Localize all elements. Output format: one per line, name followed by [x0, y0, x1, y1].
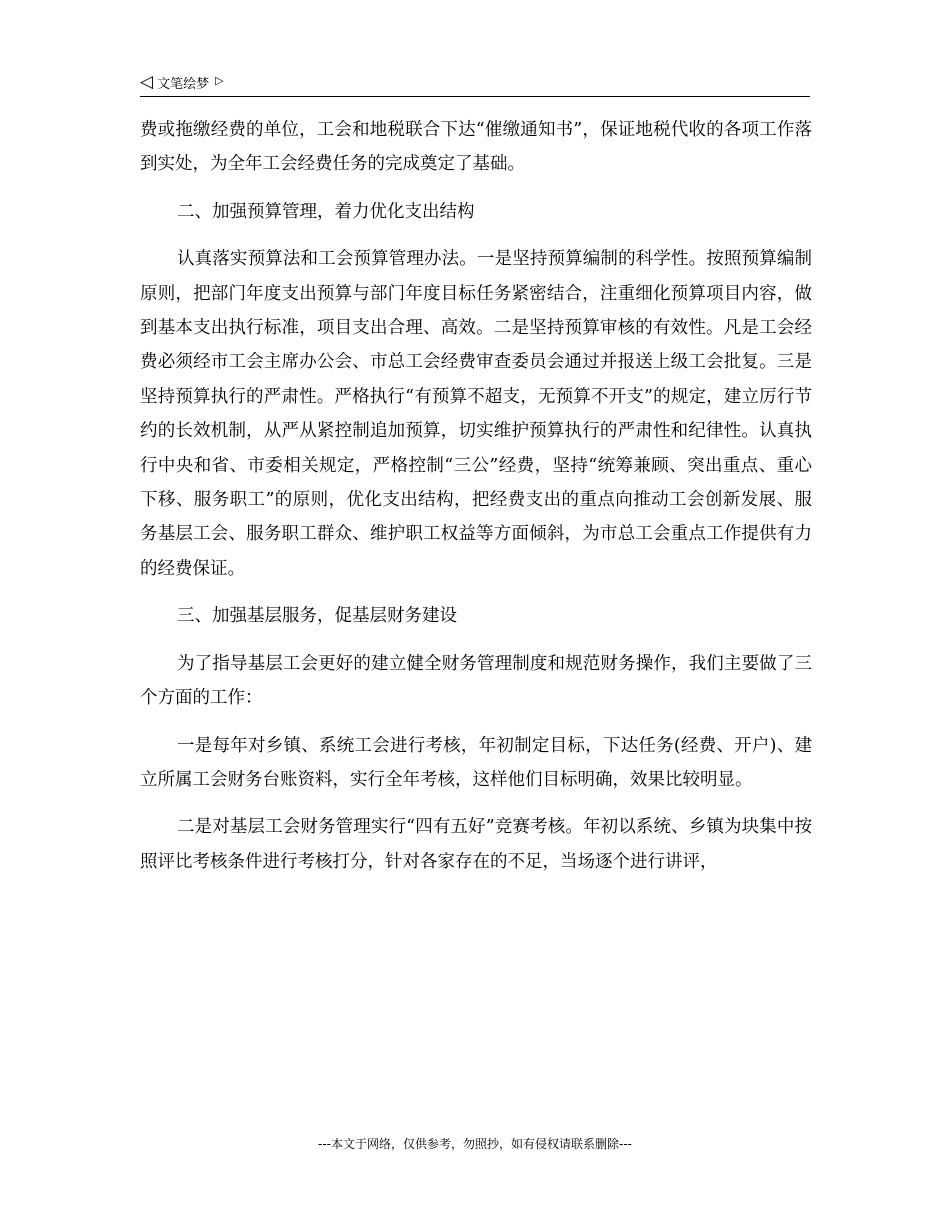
- section-heading-2: 二、加强预算管理，着力优化支出结构: [177, 201, 475, 222]
- paragraph-6: 一是每年对乡镇、系统工会进行考核，年初制定目标，下达任务(经费、开户)、建立所属工会财务台账资料，实行全年考核，这样他们目标明确，效果比较明显。: [140, 735, 812, 790]
- paragraph-3: 认真落实预算法和工会预算管理办法。一是坚持预算编制的科学性。按照预算编制原则，把部门年度支出预算与部门年度目标任务紧密结合，注重细化预算项目内容，做到基本支出执行标准，项目支出合理、高效。二是坚持预算审核的有效性。凡是工会经费必须经市工会主席办公会、市总工会经费审查委员会通过并报送上级工会批复。三是坚持预算执行的严肃性。严格执行“有预算不超支，无预算不开支”的规定，建立厉行节约的长效机制，从严从紧控制追加预算，切实维护预算执行的严肃性和纪律性。认真执行中央和省、市委相关规定，严格控制“三公”经费，坚持“统筹兼顾、突出重点、重心下移、服务职工”的原则，优化支出结构，把经费支出的重点向推动工会创新发展、服务基层工会、服务职工群众、维护职工权益等方面倾斜，为市总工会重点工作提供有力的经费保证。: [140, 249, 812, 579]
- document-body: [140, 113, 812, 892]
- page-footer-disclaimer: ---本文于网络，仅供参考，勿照抄，如有侵权请联系删除---: [318, 1137, 632, 1151]
- header-title: 文笔绘梦: [157, 76, 210, 92]
- page-header: [140, 70, 810, 94]
- paragraph-5: 为了指导基层工会更好的建立健全财务管理制度和规范财务操作，我们主要做了三个方面的工作：: [140, 653, 812, 709]
- triangle-right-icon: ▷: [215, 73, 224, 87]
- paragraph-1: 费或拖缴经费的单位，工会和地税联合下达“催缴通知书”，保证地税代收的各项工作落到实处，为全年工会经费任务的完成奠定了基础。: [140, 120, 812, 175]
- triangle-left-icon: ◁: [140, 71, 154, 92]
- section-heading-3: 三、加强基层服务，促基层财务建设: [177, 606, 457, 627]
- paragraph-7: 二是对基层工会财务管理实行“四有五好”竞赛考核。年初以系统、乡镇为块集中按照评比考核条件进行考核打分，针对各家存在的不足，当场逐个进行讲评，: [140, 817, 812, 872]
- header-divider: [140, 96, 810, 97]
